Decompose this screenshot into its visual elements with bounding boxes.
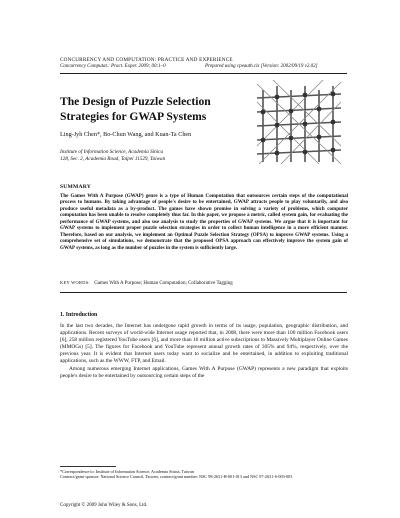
journal-citation: Concurrency Computat.: Pract. Exper. 2009; 00:1–0 [60, 64, 166, 69]
paper-title: The Design of Puzzle Selection Strategies for GWAP Systems [60, 95, 211, 123]
affiliation [60, 149, 165, 163]
authors: Ling-Jyh Chen*, Bo-Chun Wang, and Kuan-Ta Chen [60, 131, 192, 138]
prepared-using-note: Prepared using cpeauth.cls [Version: 2002/09/19 v2.02] [205, 64, 318, 69]
journal-logo [253, 76, 345, 168]
abstract-text: The Games With A Purpose (GWAP) genre is a type of Human Computation that outsources certain steps of the computational process to humans. By taking advantage of people's desire to be entertained, GWAP attracts people to play voluntarily, and also produce useful metadata as a by-product. The games have shown promise in solving a variety of problems, which computer computation has been unable to resolve completely thus far. In this paper, we propose a metric, called system gain, for evaluating the performance of GWAP systems, and also use analysis to study the properties of GWAP systems. We argue that it is important for GWAP systems to implement proper puzzle selection strategies in order to collect human intelligence in a more efficient manner. Therefore, based on our analysis, we implement an Optimal Puzzle Selection Strategy (OPSA) to improve GWAP systems. Using a comprehensive set of simulations, we demonstrate that the proposed OPSA approach can effectively improve the system gain of GWAP systems, as long as the number of puzzles in the system is sufficiently large. [60, 193, 348, 251]
affiliation-line: Institute of Information Science, Academia Sinica [60, 149, 164, 155]
footnote-correspondence: *Correspondence to: Institute of Information Science, Academia Sinica, Taiwan [60, 469, 194, 474]
footnote-rule [60, 466, 116, 467]
affiliation-line: 128, Sec. 2, Academia Road, Taipei 11529, Taiwan [60, 156, 166, 163]
copyright-notice: Copyright © 2009 John Wiley & Sons, Ltd. [60, 503, 148, 508]
footnotes [60, 469, 348, 479]
journal-name: CONCURRENCY AND COMPUTATION: PRACTICE AND EXPERIENCE [60, 57, 233, 63]
keywords-text: Games With A Purpose; Human Computation; Collaborative Tagging [94, 281, 233, 286]
summary-heading: SUMMARY [60, 184, 92, 190]
keywords-rule [60, 292, 347, 293]
body-paragraph: In the last two decades, the Internet has undergone rapid growth in terms of its usage, population, geographic distribution, and applications. Recent surveys of world-wide Internet usage reported that, in 2008, there were more than 100 million Facebook users [6], 258 million registered YouTube users [6], and more than 16 million active subscriptions to Massively Multiplayer Online Games (MMOGs) [5]. The figures for Facebook and YouTube represent annual growth rates of 305% and 94%, respectively, over the previous year. It is evident that Internet users today want to socialize and be entertained, in addition to exploiting traditional applications, such as the WWW, FTP, and Email. [60, 323, 348, 365]
keywords-label: KEY WORDS: [60, 280, 90, 285]
introduction-body [60, 323, 348, 380]
keywords [60, 280, 233, 286]
header-rule [60, 73, 347, 74]
body-paragraph: Among numerous emerging Internet applications, Games With A Purpose (GWAP) represents a new paradigm that exploits people's desire to be entertained by outsourcing certain steps of the [60, 365, 348, 379]
section-heading: 1. Introduction [60, 312, 98, 318]
footnote-grant: Contract/grant sponsor: National Science Council, Taiwan; contract/grant number: NSC 98-2631-H-001-013 and NSC 97-2631-S-003-003 [60, 474, 293, 480]
